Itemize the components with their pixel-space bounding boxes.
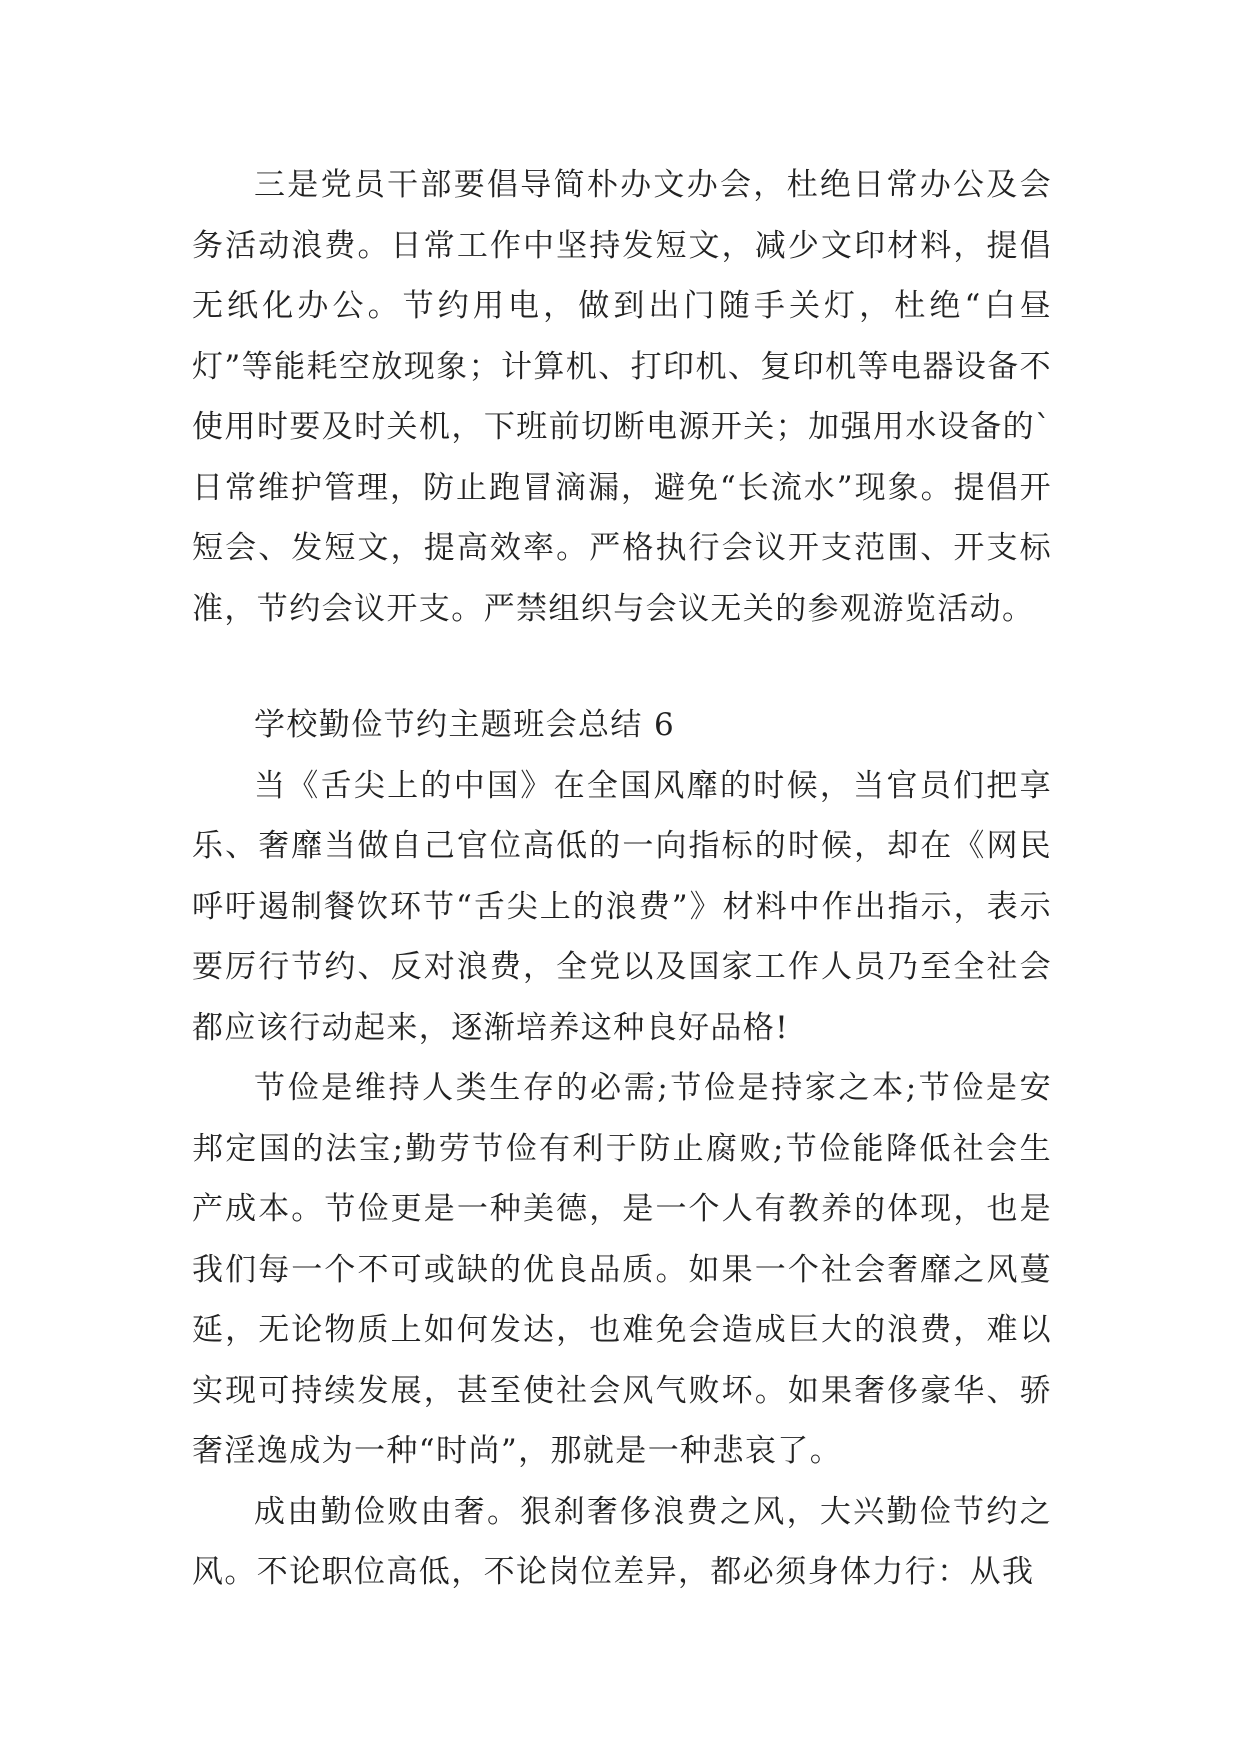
section-spacer	[192, 639, 1052, 695]
paragraph-thrift-virtue: 节俭是维持人类生存的必需;节俭是持家之本;节俭是安邦定国的法宝;勤劳节俭有利于防止腐败;节俭能降低社会生产成本。节俭更是一种美德，是一个人有教养的体现，也是我们每一个不可或缺的优良品质。如果一个社会奢靡之风蔓延，无论物质上如何发达，也难免会造成巨大的浪费，难以实现可持续发展，甚至使社会风气败坏。如果奢侈豪华、骄奢淫逸成为一种“时尚”，那就是一种悲哀了。	[192, 1070, 1052, 1469]
section-heading: 学校勤俭节约主题班会总结 6	[254, 707, 676, 743]
paragraph-tongue-china: 当《舌尖上的中国》在全国风靡的时候，当官员们把享乐、奢靡当做自己官位高低的一向指标的时候，却在《网民呼吁遏制餐饮环节“舌尖上的浪费”》材料中作出指示，表示要厉行节约、反对浪费，全党以及国家工作人员乃至全社会都应该行动起来，逐渐培养这种良好品格!	[192, 767, 1052, 1046]
document-body	[192, 155, 1052, 1603]
paragraph-diligence: 成由勤俭败由奢。狠刹奢侈浪费之风，大兴勤俭节约之风。不论职位高低，不论岗位差异，都必须身体力行：从我	[192, 1493, 1052, 1590]
paragraph-frugal-office: 三是党员干部要倡导简朴办文办会，杜绝日常办公及会务活动浪费。日常工作中坚持发短文，减少文印材料，提倡无纸化办公。节约用电，做到出门随手关灯，杜绝“白昼灯”等能耗空放现象；计算机、打印机、复印机等电器设备不使用时要及时关机，下班前切断电源开关；加强用水设备的`日常维护管理，防止跑冒滴漏，避免“长流水”现象。提倡开短会、发短文，提高效率。严格执行会议开支范围、开支标准，节约会议开支。严禁组织与会议无关的参观游览活动。	[192, 167, 1052, 627]
